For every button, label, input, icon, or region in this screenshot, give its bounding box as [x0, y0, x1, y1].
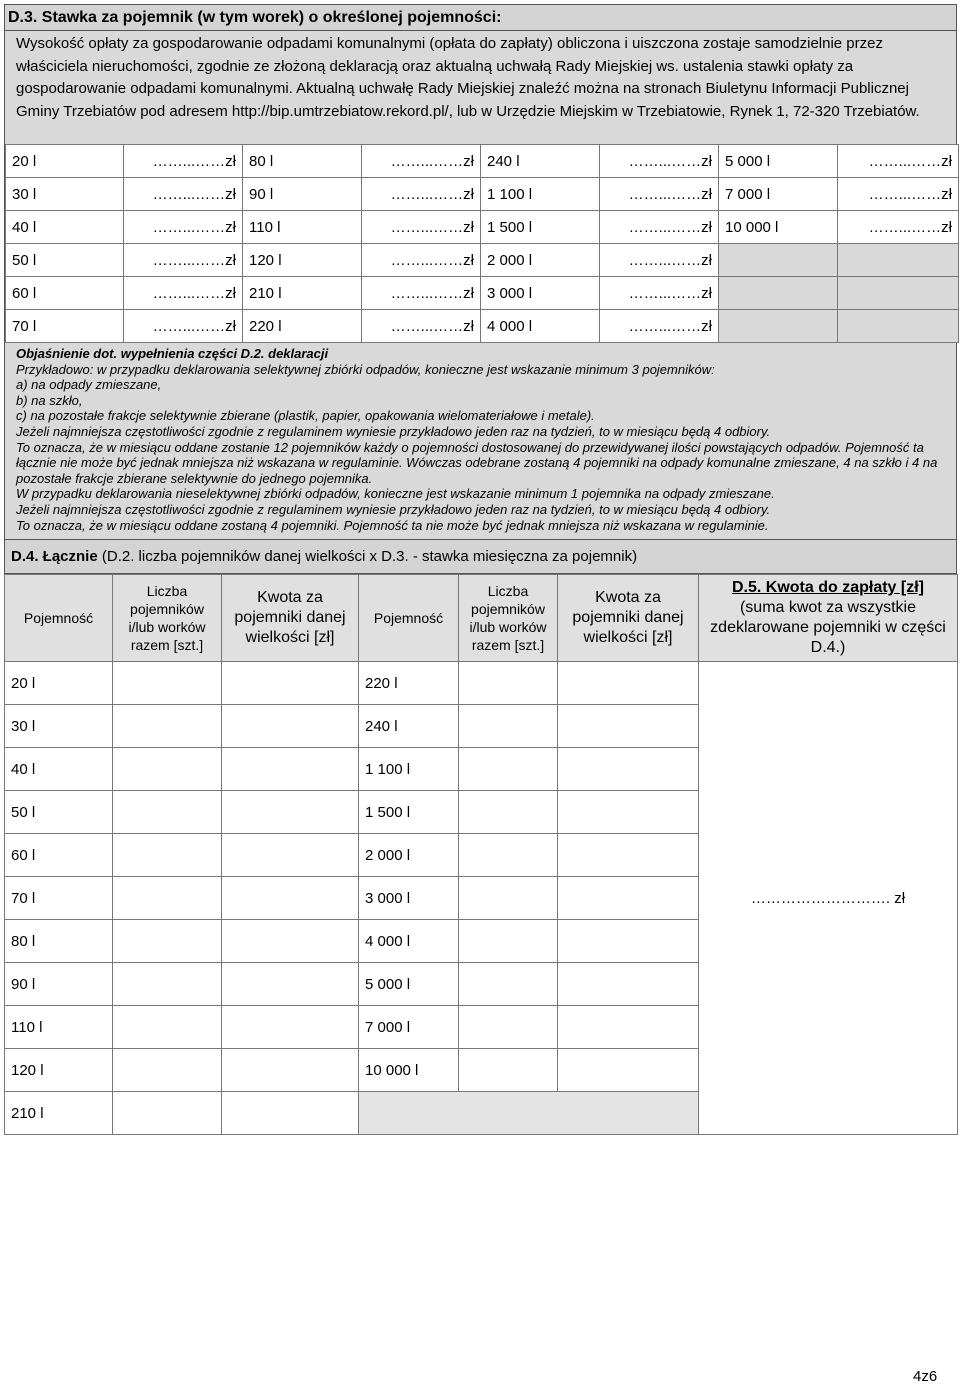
- d4-count-field[interactable]: [459, 748, 558, 791]
- d4-amount-field[interactable]: [558, 963, 699, 1006]
- col-header-pojemnosc: Pojemność: [5, 575, 113, 662]
- rate-amount-field[interactable]: ……...……zł: [362, 310, 481, 343]
- notes-title: Objaśnienie dot. wypełnienia części D.2. deklaracji: [16, 346, 329, 361]
- rate-amount-field[interactable]: ……...……zł: [838, 211, 959, 244]
- rate-amount-field[interactable]: ……...……zł: [362, 145, 481, 178]
- d4-amount-field[interactable]: [222, 748, 359, 791]
- d4-count-field[interactable]: [113, 1049, 222, 1092]
- rate-size-label: 3 000 l: [481, 277, 600, 310]
- d4-title-rest: (D.2. liczba pojemników danej wielkości x D.3. - stawka miesięczna za pojemnik): [97, 548, 638, 566]
- rates-table: [5, 144, 959, 343]
- d4-amount-field[interactable]: [558, 1006, 699, 1049]
- rate-amount-field[interactable]: ……...……zł: [600, 145, 719, 178]
- rate-size-label: 1 500 l: [481, 211, 600, 244]
- rate-row: [6, 277, 959, 310]
- d4-count-field[interactable]: [113, 748, 222, 791]
- rate-amount-field[interactable]: ……...……zł: [600, 277, 719, 310]
- d4-size-right: 7 000 l: [359, 1006, 459, 1049]
- d4-amount-field[interactable]: [558, 748, 699, 791]
- d4-count-field[interactable]: [113, 1006, 222, 1049]
- d4-amount-field[interactable]: [558, 877, 699, 920]
- d4-count-field[interactable]: [113, 920, 222, 963]
- d4-size-left: 120 l: [5, 1049, 113, 1092]
- d4-amount-field[interactable]: [222, 963, 359, 1006]
- section-d3-title: D.3. Stawka za pojemnik (w tym worek) o określonej pojemności:: [4, 4, 957, 31]
- rate-size-label: 30 l: [6, 178, 124, 211]
- note-line: a) na odpady zmieszane,: [16, 377, 162, 393]
- rate-size-label: 40 l: [6, 211, 124, 244]
- d4-count-field[interactable]: [459, 1049, 558, 1092]
- d4-size-right: 1 500 l: [359, 791, 459, 834]
- rate-amount-field[interactable]: ……...……zł: [124, 310, 243, 343]
- rate-amount-field[interactable]: ……...……zł: [600, 178, 719, 211]
- note-line: To oznacza, że w miesiącu oddane zostanie 12 pojemników każdy o pojemności dostosowanej do przewidywanej ilości powstających odpadów. Pojemność ta łącznie nie może być jednak mniejsza niż wskazana w regulaminie. Wówczas odebrane zostaną 4 pojemniki na odpady komunalne zmieszane, 4 na szkło i 4 na pozostałe frakcje zbierane selektywnie do jednego pojemnika.: [16, 439, 938, 486]
- d4-size-left: 210 l: [5, 1092, 113, 1135]
- explanation-notes: [5, 343, 956, 539]
- d4-amount-field[interactable]: [558, 834, 699, 877]
- d4-amount-field[interactable]: [222, 877, 359, 920]
- page-number: 4z6: [913, 1368, 938, 1385]
- rate-blank-cell: [838, 277, 959, 310]
- rate-row: [6, 244, 959, 277]
- d5-total-field[interactable]: ………………………. zł: [699, 662, 958, 1135]
- note-line: b) na szkło,: [16, 392, 83, 408]
- rate-size-label: 90 l: [243, 178, 362, 211]
- d4-amount-field[interactable]: [222, 1006, 359, 1049]
- rate-size-label: 70 l: [6, 310, 124, 343]
- d4-empty-cell: [359, 1092, 699, 1135]
- rate-size-label: 10 000 l: [719, 211, 838, 244]
- d4-size-left: 70 l: [5, 877, 113, 920]
- rate-size-label: 110 l: [243, 211, 362, 244]
- d5-title: D.5. Kwota do zapłaty [zł]: [731, 579, 924, 597]
- rate-amount-field[interactable]: ……...……zł: [838, 145, 959, 178]
- d4-amount-field[interactable]: [222, 1049, 359, 1092]
- d4-count-field[interactable]: [113, 662, 222, 705]
- col-header-pojemnosc-2: Pojemność: [359, 575, 459, 662]
- rate-size-label: 50 l: [6, 244, 124, 277]
- d4-count-field[interactable]: [459, 705, 558, 748]
- rate-amount-field[interactable]: ……...……zł: [362, 178, 481, 211]
- rate-amount-field[interactable]: ……...……zł: [600, 310, 719, 343]
- d4-count-field[interactable]: [113, 1092, 222, 1135]
- col-header-kwota: Kwota za pojemniki danej wielkości [zł]: [222, 575, 359, 662]
- rate-size-label: 4 000 l: [481, 310, 600, 343]
- d4-count-field[interactable]: [459, 834, 558, 877]
- d4-count-field[interactable]: [459, 963, 558, 1006]
- d4-count-field[interactable]: [113, 877, 222, 920]
- rate-amount-field[interactable]: ……...……zł: [124, 145, 243, 178]
- rate-blank-cell: [719, 310, 838, 343]
- d4-size-left: 110 l: [5, 1006, 113, 1049]
- d4-count-field[interactable]: [459, 1006, 558, 1049]
- rate-amount-field[interactable]: ……...……zł: [362, 277, 481, 310]
- rate-blank-cell: [838, 310, 959, 343]
- note-line: Jeżeli najmniejsza częstotliwości zgodnie z regulaminem wyniesie przykładowo jeden raz na tydzień, to w miesiącu będą 4 odbiory.: [16, 501, 771, 517]
- rate-size-label: 240 l: [481, 145, 600, 178]
- rate-amount-field[interactable]: ……...……zł: [600, 244, 719, 277]
- rate-amount-field[interactable]: ……...……zł: [838, 178, 959, 211]
- d4-size-right: 5 000 l: [359, 963, 459, 1006]
- d4-row: [5, 662, 958, 705]
- rate-blank-cell: [719, 277, 838, 310]
- d4-table: [4, 574, 958, 1135]
- d4-amount-field[interactable]: [558, 705, 699, 748]
- d4-amount-field[interactable]: [558, 662, 699, 705]
- note-line: W przypadku deklarowania nieselektywnej zbiórki odpadów, konieczne jest wskazanie minimum 1 pojemnika na odpady zmieszane.: [16, 486, 775, 502]
- d3-intro-text: Wysokość opłaty za gospodarowanie odpadami komunalnymi (opłata do zapłaty) obliczona i uiszczona zostaje samodzielnie przez właściciela nieruchomości, zgodnie ze złożoną deklaracją oraz aktualną uchwałą Rady Miejskiej ws. ustalenia stawki opłaty za gospodarowanie odpadami komunalnymi. Aktualną uchwałę Rady Miejskiej znaleźć można na stronach Biuletynu Informacji Publicznej Gminy Trzebiatów pod adresem http://bip.umtrzebiatow.rekord.pl/, lub w Urzędzie Miejskim w Trzebiatowie, Rynek 1, 72-320 Trzebiatów.: [16, 35, 920, 120]
- rate-size-label: 120 l: [243, 244, 362, 277]
- section-d4-title: [4, 540, 957, 574]
- rate-amount-field[interactable]: ……...……zł: [124, 211, 243, 244]
- d4-size-right: 10 000 l: [359, 1049, 459, 1092]
- rate-size-label: 60 l: [6, 277, 124, 310]
- d4-size-right: 2 000 l: [359, 834, 459, 877]
- d4-amount-field[interactable]: [222, 1092, 359, 1135]
- rate-size-label: 7 000 l: [719, 178, 838, 211]
- rate-size-label: 80 l: [243, 145, 362, 178]
- col-header-kwota-2: Kwota za pojemniki danej wielkości [zł]: [558, 575, 699, 662]
- rate-row: [6, 145, 959, 178]
- d4-size-right: 3 000 l: [359, 877, 459, 920]
- d4-count-field[interactable]: [459, 877, 558, 920]
- d4-amount-field[interactable]: [222, 920, 359, 963]
- rate-amount-field[interactable]: ……...……zł: [124, 178, 243, 211]
- d4-size-right: 240 l: [359, 705, 459, 748]
- d4-amount-field[interactable]: [558, 1049, 699, 1092]
- rate-size-label: 210 l: [243, 277, 362, 310]
- d4-amount-field[interactable]: [222, 791, 359, 834]
- d4-count-field[interactable]: [459, 920, 558, 963]
- form-page: [4, 4, 957, 1135]
- rate-amount-field[interactable]: ……...……zł: [362, 244, 481, 277]
- rate-amount-field[interactable]: ……...……zł: [600, 211, 719, 244]
- d4-size-left: 50 l: [5, 791, 113, 834]
- d4-size-left: 90 l: [5, 963, 113, 1006]
- rate-size-label: 20 l: [6, 145, 124, 178]
- section-d3: [4, 31, 957, 540]
- rate-blank-cell: [719, 244, 838, 277]
- d4-count-field[interactable]: [113, 834, 222, 877]
- col-header-liczba-2: Liczba pojemników i/lub worków razem [szt.]: [459, 575, 558, 662]
- d4-count-field[interactable]: [113, 705, 222, 748]
- d4-size-left: 30 l: [5, 705, 113, 748]
- rate-row: [6, 211, 959, 244]
- d4-size-right: 1 100 l: [359, 748, 459, 791]
- note-line: Jeżeli najmniejsza częstotliwości zgodnie z regulaminem wyniesie przykładowo jeden raz na tydzień, to w miesiącu będą 4 odbiory.: [16, 423, 771, 439]
- note-line: To oznacza, że w miesiącu oddane zostaną 4 pojemniki. Pojemność ta nie może być jednak mniejsza niż wskazana w regulaminie.: [16, 517, 769, 533]
- rate-amount-field[interactable]: ……...……zł: [124, 244, 243, 277]
- d4-amount-field[interactable]: [222, 834, 359, 877]
- d4-count-field[interactable]: [113, 791, 222, 834]
- d4-count-field[interactable]: [459, 662, 558, 705]
- d4-header-row: [5, 575, 958, 662]
- note-line: c) na pozostałe frakcje selektywnie zbierane (plastik, papier, opakowania wielomateriałowe i metale).: [16, 408, 595, 424]
- note-line: Przykładowo: w przypadku deklarowania selektywnej zbiórki odpadów, konieczne jest wskazanie minimum 3 pojemników:: [16, 361, 715, 377]
- rate-size-label: 220 l: [243, 310, 362, 343]
- d4-count-field[interactable]: [459, 791, 558, 834]
- rate-size-label: 5 000 l: [719, 145, 838, 178]
- rate-blank-cell: [838, 244, 959, 277]
- rate-row: [6, 178, 959, 211]
- rate-size-label: 2 000 l: [481, 244, 600, 277]
- rate-row: [6, 310, 959, 343]
- col-header-liczba: Liczba pojemników i/lub worków razem [szt.]: [113, 575, 222, 662]
- d4-amount-field[interactable]: [222, 705, 359, 748]
- rate-size-label: 1 100 l: [481, 178, 600, 211]
- d5-header: [699, 575, 958, 662]
- d4-amount-field[interactable]: [558, 791, 699, 834]
- d5-subtitle: (suma kwot za wszystkie zdeklarowane pojemniki w części D.4.): [710, 599, 946, 657]
- d4-title-bold: D.4. Łącznie: [11, 548, 98, 566]
- d4-size-left: 40 l: [5, 748, 113, 791]
- rate-amount-field[interactable]: ……...……zł: [124, 277, 243, 310]
- d4-amount-field[interactable]: [558, 920, 699, 963]
- d4-count-field[interactable]: [113, 963, 222, 1006]
- d4-size-right: 4 000 l: [359, 920, 459, 963]
- d4-size-left: 60 l: [5, 834, 113, 877]
- d4-size-left: 20 l: [5, 662, 113, 705]
- d4-size-left: 80 l: [5, 920, 113, 963]
- d4-amount-field[interactable]: [222, 662, 359, 705]
- d4-size-right: 220 l: [359, 662, 459, 705]
- rate-amount-field[interactable]: ……...……zł: [362, 211, 481, 244]
